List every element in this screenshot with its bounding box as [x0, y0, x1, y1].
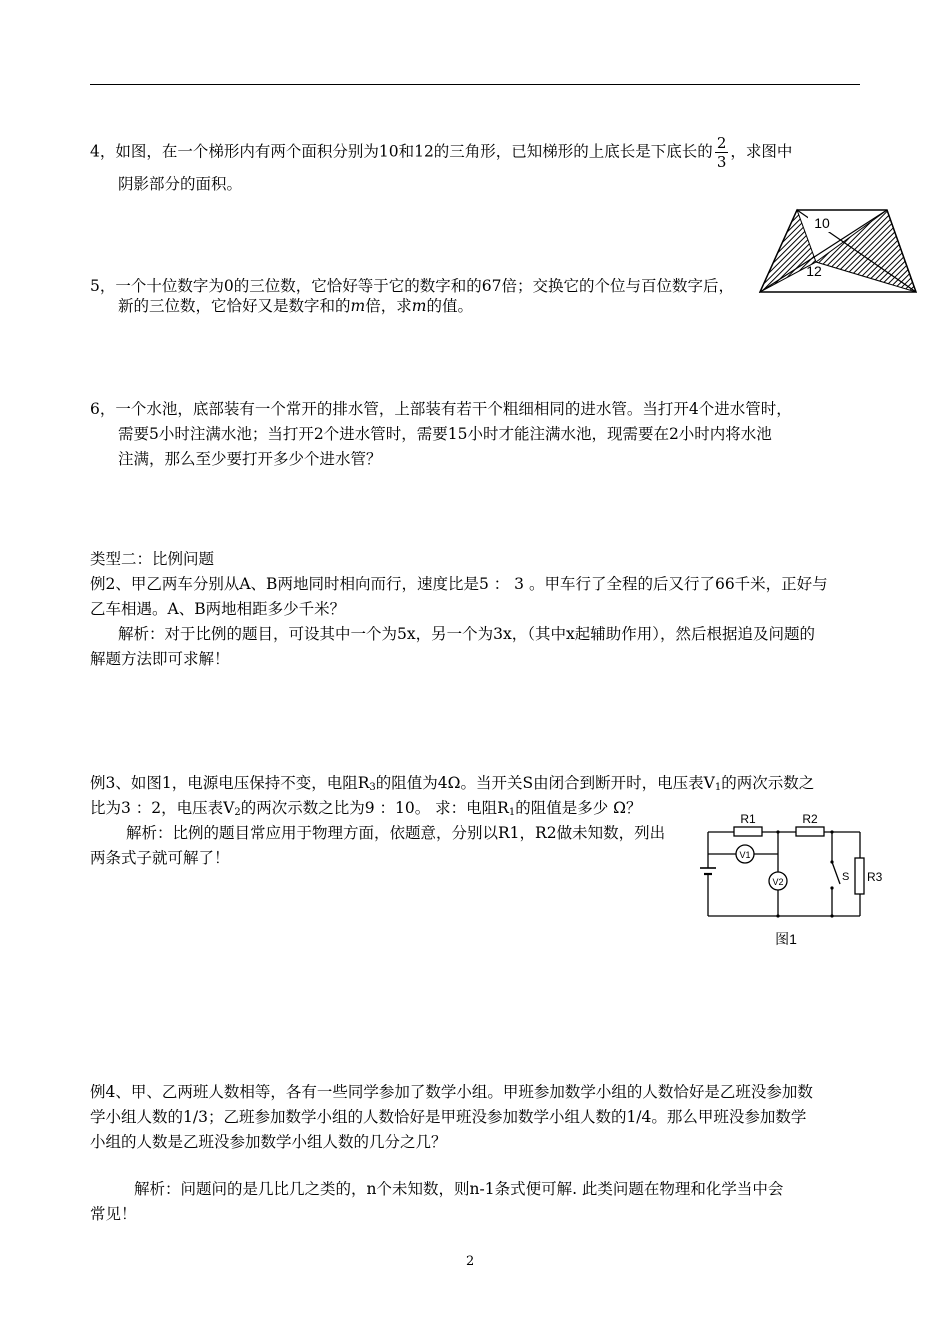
q4-line1: [90, 134, 792, 171]
ex3-text-a: 例3、如图1，电源电压保持不变，电阻R: [90, 774, 370, 792]
ex2-line2: 乙车相遇。A、B两地相距多少千米？: [90, 600, 346, 618]
variable-m: m: [350, 297, 366, 315]
subscript: 3: [369, 782, 376, 793]
triangle-label-12: 12: [806, 263, 822, 279]
circuit-diagram: [696, 810, 896, 950]
junction-dot: [830, 830, 833, 833]
switch-contact: [830, 860, 833, 863]
q6-line3: 注满，那么至少要打开多少个进水管？: [118, 450, 382, 468]
ex3-text-b: 的阻值为4Ω。当开关S由闭合到断开时，电压表V: [375, 774, 715, 792]
figure-caption: 图1: [775, 931, 797, 947]
triangle-label-10: 10: [814, 215, 830, 231]
ex3-analysis-line2: 两条式子就可解了！: [90, 849, 230, 867]
label-v1: V1: [739, 850, 751, 860]
ex2-analysis-line2: 解题方法即可求解！: [90, 650, 230, 668]
page-number: 2: [466, 1254, 475, 1269]
switch-s: [832, 862, 840, 884]
label-v2: V2: [772, 877, 784, 887]
resistor-r1: [734, 827, 762, 836]
subscript: 1: [714, 782, 722, 793]
q6-line2: 需要5小时注满水池；当打开2个进水管时，需要15小时才能注满水池，现需要在2小时内将水池: [118, 425, 772, 443]
section-heading: 类型二：比例问题: [90, 550, 215, 568]
ex3-text-f: 的阻值是多少 Ω？: [515, 799, 642, 817]
header-rule: [90, 84, 860, 85]
q4-text-a: 4，如图，在一个梯形内有两个面积分别为10和12的三角形，已知梯形的上底长是下底长的: [90, 142, 713, 161]
label-r3: R3: [867, 870, 883, 884]
variable-m: m: [411, 297, 427, 315]
subscript: 2: [234, 807, 241, 818]
ex3-analysis-line1: 解析：比例的题目常应用于物理方面，依题意，分别以R1，R2做未知数，列出: [126, 824, 666, 842]
q6-line1: 6，一个水池，底部装有一个常开的排水管，上部装有若干个粗细相同的进水管。当打开4个进水管时，: [90, 400, 792, 418]
q5-line1: 5，一个十位数字为0的三位数，它恰好等于它的数字和的67倍；交换它的个位与百位数字后，: [90, 277, 734, 295]
q4-line2: 阴影部分的面积。: [118, 175, 243, 193]
fraction-denominator: 3: [716, 153, 727, 171]
ex3-text-d: 比为3 ：2，电压表V: [90, 799, 235, 817]
q4-text-b: ，求图中: [730, 142, 793, 161]
resistor-r2: [796, 827, 824, 836]
q5-text-a: 新的三位数，它恰好又是数字和的: [118, 297, 351, 315]
q5-text-c: 的值。: [426, 297, 473, 315]
fraction-two-thirds: [715, 134, 729, 171]
resistor-r3: [855, 858, 864, 894]
q5-line2: [118, 294, 473, 318]
ex4-analysis-line1: 解析：问题问的是几比几之类的，n个未知数，则n-1条式便可解. 此类问题在物理和化学当中会: [134, 1180, 784, 1198]
ex4-line1: 例4、甲、乙两班人数相等，各有一些同学参加了数学小组。甲班参加数学小组的人数恰好是乙班没参加数: [90, 1083, 813, 1101]
fraction-numerator: 2: [716, 134, 727, 152]
junction-dot: [830, 914, 833, 917]
subscript: 1: [508, 807, 516, 818]
trapezoid-figure: [756, 206, 920, 298]
q5-text-b: 倍，求: [365, 297, 412, 315]
label-s: S: [842, 871, 850, 883]
ex4-line2: 学小组人数的1/3；乙班参加数学小组的人数恰好是甲班没参加数学小组人数的1/4。那么甲班没参加数学: [90, 1108, 807, 1126]
ex2-line1: 例2、甲乙两车分别从A、B两地同时相向而行，速度比是5 ： 3 。甲车行了全程的后又行了66千米，正好与: [90, 575, 828, 593]
shaded-triangle-left: [760, 210, 816, 292]
ex4-analysis-line2: 常见！: [90, 1205, 137, 1223]
ex3-text-c: 的两次示数之: [721, 774, 815, 792]
label-r1: R1: [740, 812, 756, 826]
junction-dot: [776, 830, 779, 833]
label-r2: R2: [802, 812, 818, 826]
junction-dot: [776, 914, 779, 917]
ex4-line3: 小组的人数是乙班没参加数学小组人数的几分之几？: [90, 1133, 447, 1151]
switch-contact: [830, 886, 833, 889]
ex3-text-e: 的两次示数之比为9 ：10。 求：电阻R: [240, 799, 509, 817]
ex2-analysis-line1: 解析：对于比例的题目，可设其中一个为5x，另一个为3x，（其中x起辅助作用），然后根据追及问题的: [118, 625, 815, 643]
